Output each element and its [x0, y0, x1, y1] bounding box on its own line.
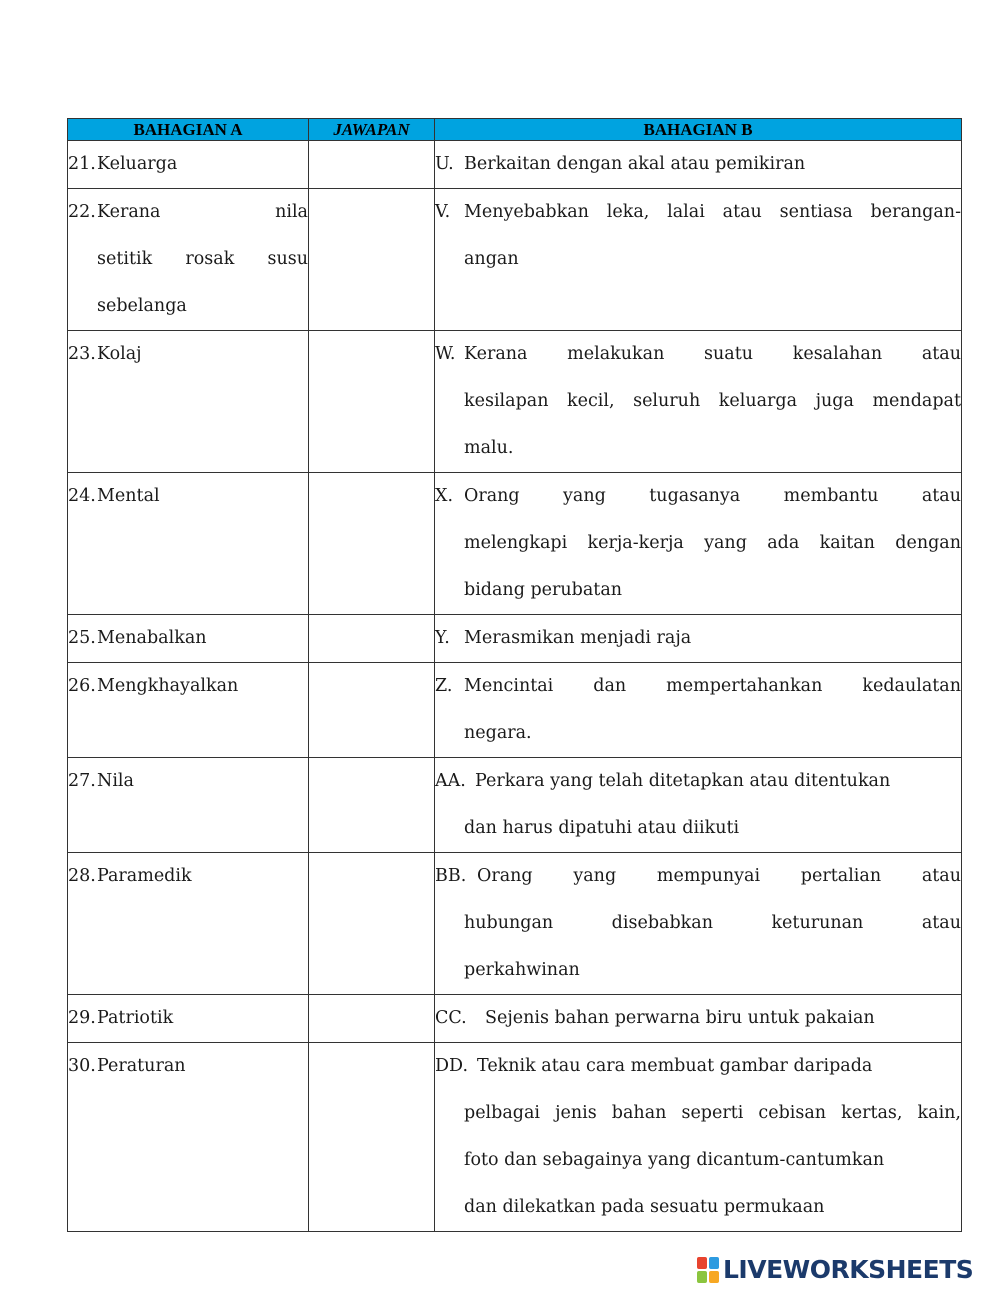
term-text: Peraturan [97, 1056, 186, 1076]
bahagian-a-cell [68, 473, 309, 615]
definition-text: Menyebabkan leka, lalai atau sentiasa berangan- [464, 202, 961, 222]
term-text: Kerana nila [97, 202, 308, 222]
term-text: setitik rosak susu [97, 249, 308, 269]
bahagian-a-cell [68, 141, 309, 189]
header-bahagian-b: BAHAGIAN B [435, 119, 962, 141]
item-number: 21. [68, 154, 96, 174]
definition-text: perkahwinan [464, 960, 580, 980]
definition-label: Y. [435, 628, 450, 648]
table-row [68, 758, 962, 853]
bahagian-b-cell [435, 189, 962, 331]
answer-field[interactable] [309, 331, 435, 473]
definition-label: CC. [435, 1008, 467, 1028]
item-number: 30. [68, 1056, 96, 1076]
bahagian-b-cell [435, 1043, 962, 1232]
definition-label: Z. [435, 676, 453, 696]
item-number: 28. [68, 866, 96, 886]
header-jawapan: JAWAPAN [309, 119, 435, 141]
answer-field[interactable] [309, 141, 435, 189]
item-number: 22. [68, 202, 96, 222]
bahagian-a-cell [68, 331, 309, 473]
bahagian-b-cell [435, 141, 962, 189]
bahagian-a-cell [68, 995, 309, 1043]
bahagian-b-cell [435, 853, 962, 995]
definition-text: Mencintai dan mempertahankan kedaulatan [464, 676, 961, 696]
definition-text: foto dan sebagainya yang dicantum-cantumkan [464, 1150, 885, 1170]
definition-text: Merasmikan menjadi raja [464, 628, 692, 648]
definition-text: Teknik atau cara membuat gambar daripada [477, 1056, 873, 1076]
bahagian-b-cell [435, 663, 962, 758]
liveworksheets-logo [697, 1257, 973, 1283]
item-number: 27. [68, 771, 96, 791]
definition-label: W. [435, 344, 456, 364]
logo-blocks-icon [697, 1257, 719, 1283]
bahagian-a-cell [68, 853, 309, 995]
definition-text: angan [464, 249, 519, 269]
bahagian-a-cell [68, 189, 309, 331]
definition-text: pelbagai jenis bahan seperti cebisan kertas, kain, [464, 1103, 961, 1123]
definition-text: malu. [464, 438, 514, 458]
definition-text: dan dilekatkan pada sesuatu permukaan [464, 1197, 825, 1217]
answer-field[interactable] [309, 853, 435, 995]
answer-field[interactable] [309, 663, 435, 758]
definition-text: Berkaitan dengan akal atau pemikiran [464, 154, 806, 174]
answer-field[interactable] [309, 615, 435, 663]
definition-text: melengkapi kerja-kerja yang ada kaitan dengan [464, 533, 961, 553]
term-text: Patriotik [97, 1008, 174, 1028]
bahagian-b-cell [435, 331, 962, 473]
item-number: 29. [68, 1008, 96, 1028]
header-bahagian-a: BAHAGIAN A [68, 119, 309, 141]
definition-text: Orang yang mempunyai pertalian atau [477, 866, 961, 886]
bahagian-b-cell [435, 995, 962, 1043]
definition-label: X. [435, 486, 454, 506]
definition-text: Kerana melakukan suatu kesalahan atau [464, 344, 961, 364]
table-row [68, 995, 962, 1043]
table-row [68, 853, 962, 995]
bahagian-b-cell [435, 758, 962, 853]
definition-label: U. [435, 154, 454, 174]
header-row [68, 119, 962, 141]
bahagian-b-cell [435, 473, 962, 615]
bahagian-a-cell [68, 1043, 309, 1232]
bahagian-a-cell [68, 758, 309, 853]
term-text: Menabalkan [97, 628, 207, 648]
answer-field[interactable] [309, 995, 435, 1043]
term-text: Kolaj [97, 344, 142, 364]
definition-text: Perkara yang telah ditetapkan atau ditentukan [475, 771, 891, 791]
term-text: Paramedik [97, 866, 192, 886]
definition-label: DD. [435, 1056, 469, 1076]
definition-text: negara. [464, 723, 532, 743]
table-row [68, 1043, 962, 1232]
bahagian-a-cell [68, 663, 309, 758]
definition-text: hubungan disebabkan keturunan atau [464, 913, 961, 933]
item-number: 26. [68, 676, 96, 696]
term-text: sebelanga [97, 296, 187, 316]
matching-table [67, 118, 962, 1232]
definition-label: BB. [435, 866, 467, 886]
item-number: 24. [68, 486, 96, 506]
brand-name: LIVEWORKSHEETS [723, 1255, 974, 1284]
table-row [68, 663, 962, 758]
answer-field[interactable] [309, 1043, 435, 1232]
bahagian-b-cell [435, 615, 962, 663]
table-row [68, 141, 962, 189]
bahagian-a-cell [68, 615, 309, 663]
definition-text: dan harus dipatuhi atau diikuti [464, 818, 740, 838]
answer-field[interactable] [309, 189, 435, 331]
definition-label: AA. [435, 771, 466, 791]
definition-text: Sejenis bahan perwarna biru untuk pakaian [485, 1008, 875, 1028]
definition-text: Orang yang tugasanya membantu atau [464, 486, 961, 506]
item-number: 25. [68, 628, 96, 648]
item-number: 23. [68, 344, 96, 364]
table-row [68, 473, 962, 615]
table-row [68, 615, 962, 663]
answer-field[interactable] [309, 758, 435, 853]
term-text: Keluarga [97, 154, 178, 174]
answer-field[interactable] [309, 473, 435, 615]
definition-label: V. [435, 202, 451, 222]
definition-text: kesilapan kecil, seluruh keluarga juga mendapat [464, 391, 961, 411]
term-text: Mental [97, 486, 160, 506]
table-row [68, 331, 962, 473]
definition-text: bidang perubatan [464, 580, 623, 600]
term-text: Mengkhayalkan [97, 676, 239, 696]
term-text: Nila [97, 771, 134, 791]
table-row [68, 189, 962, 331]
